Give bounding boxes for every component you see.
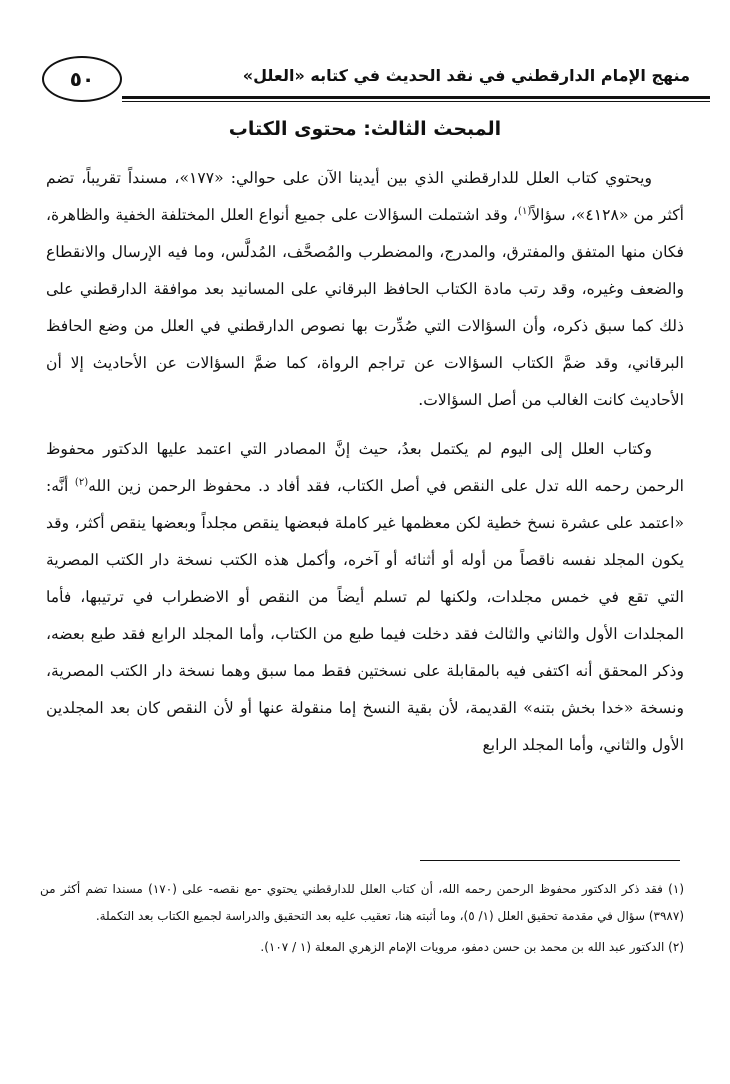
footnotes	[40, 876, 684, 961]
header-rule-thin	[122, 101, 710, 102]
header-rule-thick	[122, 96, 710, 99]
footnote-1: (١) فقد ذكر الدكتور محفوظ الرحمن رحمه الله، أن كتاب العلل للدارقطني يحتوي -مع نقصه- على (١٧٠) مسندا تضم أكثر من (٣٩٨٧) سؤال في مقدمة تحقيق العلل (١/ ٥)، وما أثبته هنا، تعقيب عليه بعد التحقيق والدراسة لجميع الكتاب بعد التكملة.	[40, 882, 684, 923]
section-title: المبحث الثالث: محتوى الكتاب	[228, 118, 502, 140]
paragraph-2-text-a: وكتاب العلل إلى اليوم لم يكتمل بعدُ، حيث إنَّ المصادر التي اعتمد عليها الدكتور محفوظ الرحمن رحمه الله تدل على النقص في أصل الكتاب، فقد أفاد د. محفوظ الرحمن زين الله	[46, 440, 684, 495]
footnote-2: (٢) الدكتور عبد الله بن محمد بن حسن دمفو، مرويات الإمام الزهري المعلة (١ / ١٠٧).	[260, 940, 684, 954]
footnote-ref-2: (٢)	[74, 476, 89, 488]
paragraph-2	[46, 431, 684, 764]
paragraph-1	[46, 160, 684, 419]
running-title: منهج الإمام الدارقطني في نقد الحديث في كتابه «العلل»	[242, 66, 690, 85]
page-number: ٥٠	[42, 56, 122, 102]
running-header	[30, 56, 710, 106]
paragraph-1-text-a: ويحتوي كتاب العلل للدارقطني الذي بين أيدينا الآن على حوالي: «١٧٧»، مسنداً تقريباً، تضم أكثر من «٤١٢٨»، سؤالاً	[46, 169, 684, 224]
footnote-ref-1: (١)	[518, 205, 532, 217]
footnote-divider	[420, 860, 680, 861]
paragraph-1-text-b: ، وقد اشتملت السؤالات على جميع أنواع العلل المختلفة الخفية والظاهرة، فكان منها المتفق والمفترق، والمدرج، والمضطرب والمُصحَّف، المُدلَّس، وما فيه الإرسال والانقطاع والضعف وغيره، وقد رتب مادة الكتاب الحافظ البرقاني على المسانيد بعد موافقة الدارقطني على ذلك كما سبق ذكره، وأن السؤالات التي صُدِّرت بها نصوص الدارقطني في العلل من وضع الحافظ البرقاني، وقد ضمَّ الكتاب السؤالات عن تراجم الرواة، كما ضمَّ السؤالات عن الأحاديث إلا أن الأحاديث كانت الغالب من أصل السؤالات.	[46, 206, 684, 409]
paragraph-2-text-b: أنَّه: «اعتمد على عشرة نسخ خطية لكن معظمها غير كاملة فبعضها ينقص مجلداً وبعضها ينقص أكثر، وقد يكون المجلد نفسه ناقصاً من أوله أو أثنائه أو آخره، وأكمل هذه الكتب نسخة دار الكتب المصرية التي تقع في خمس مجلدات، ولكنها لم تسلم أيضاً من النقص أو الاضطراب في ترتيبها، فأما المجلدات الأول والثاني والثالث فقد دخلت فيما طبع من الكتاب، وأما المجلد الرابع فقد طبع بعضه، وذكر المحقق أنه اكتفى فيه بالمقابلة على نسختين فقط مما سبق وهما نسخة دار الكتب المصرية، ونسخة «خدا بخش بتنه» القديمة، لأن بقية النسخ إما منقولة عنها أو لأن النقص كان بعد المجلدين الأول والثاني، وأما المجلد الرابع	[46, 477, 684, 754]
main-text	[46, 160, 684, 764]
